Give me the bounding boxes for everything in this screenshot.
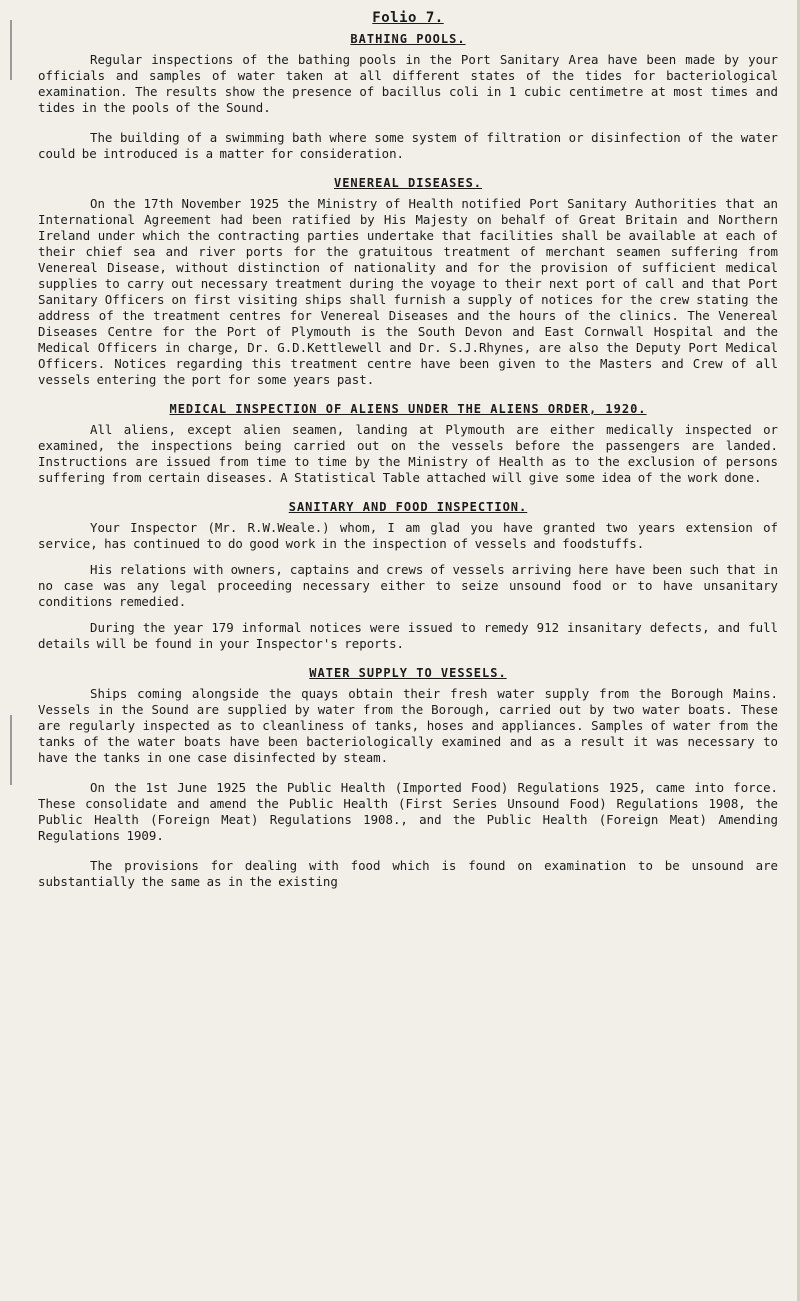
section-heading-sanitary-food: SANITARY AND FOOD INSPECTION. xyxy=(288,500,528,514)
paragraph-aliens-inspection-1: All aliens, except alien seamen, landing at Plymouth are either medically inspected or examined, the inspections being carried out on the vessels before the passengers are landed. Instructions are issued from time to time by the Ministry of Health as to the exclusion of persons suffering from certain diseases. A Statistical Table attached will give some idea of the work done. xyxy=(38,422,778,485)
margin-mark-middle xyxy=(10,715,12,785)
folio-number: Folio 7. xyxy=(372,10,444,26)
paragraph-bathing-pools-2: The building of a swimming bath where some system of filtration or disinfection of the water could be introduced is a matter for consideration. xyxy=(38,130,778,161)
paragraph-sanitary-food-2: His relations with owners, captains and crews of vessels arriving here have been such that in no case was any legal proceeding necessary either to seize unsound food or to have unsanitary conditions remedied. xyxy=(38,562,778,609)
paragraph-venereal-diseases-1: On the 17th November 1925 the Ministry of Health notified Port Sanitary Authorities that an International Agreement had been ratified by His Majesty on behalf of Great Britain and Northern Ireland under which the contracting parties undertake that facilities shall be available at each of their chief sea and river ports for the gratuitous treatment of merchant seamen suffering from Venereal Disease, without distinction of nationality and for the provision of sufficient medical supplies to carry out necessary treatment during the voyage to their next port of call and that Port Sanitary Officers on first visiting ships shall furnish a supply of notices for the crew stating the address of the treatment centres for Venereal Diseases and the hours of the clinics. The Venereal Diseases Centre for the Port of Plymouth is the South Devon and East Cornwall Hospital and the Medical Officers in charge, Dr. G.D.Kettlewell and Dr. S.J.Rhynes, are also the Deputy Port Medical Officers. Notices regarding this treatment centre have been given to the Masters and Crew of all vessels entering the port for some years past. xyxy=(38,196,778,387)
section-heading-venereal-diseases: VENEREAL DISEASES. xyxy=(333,176,483,190)
margin-mark-top xyxy=(10,20,12,80)
paragraph-water-supply-1: Ships coming alongside the quays obtain their fresh water supply from the Borough Mains. Vessels in the Sound are supplied by water from the Borough, carried out by two water boats. These are regularly inspected as to cleanliness of tanks, hoses and appliances. Samples of water from the tanks of the water boats have been bacteriologically examined and as a result it was necessary to have the tanks in one case disinfected by steam. xyxy=(38,686,778,765)
section-heading-bathing-pools: BATHING POOLS. xyxy=(350,32,466,46)
paragraph-bathing-pools-1: Regular inspections of the bathing pools in the Port Sanitary Area have been made by your officials and samples of water taken at all different states of the tides for bacteriological examination. The results show the presence of bacillus coli in 1 cubic centimetre at most times and tides in the pools of the Sound. xyxy=(38,52,778,115)
paragraph-water-supply-3: The provisions for dealing with food which is found on examination to be unsound are substantially the same as in the existing xyxy=(38,858,778,889)
paragraph-sanitary-food-3: During the year 179 informal notices were issued to remedy 912 insanitary defects, and full details will be found in your Inspector's reports. xyxy=(38,620,778,651)
section-heading-aliens-inspection: MEDICAL INSPECTION OF ALIENS UNDER THE ALIENS ORDER, 1920. xyxy=(169,402,647,416)
section-heading-water-supply: WATER SUPPLY TO VESSELS. xyxy=(309,666,507,680)
paragraph-water-supply-2: On the 1st June 1925 the Public Health (Imported Food) Regulations 1925, came into force. These consolidate and amend the Public Health (First Series Unsound Food) Regulations 1908, the Public Health (Foreign Meat) Regulations 1908., and the Public Health (Foreign Meat) Amending Regulations 1909. xyxy=(38,780,778,843)
paragraph-sanitary-food-1: Your Inspector (Mr. R.W.Weale.) whom, I am glad you have granted two years extension of service, has continued to do good work in the inspection of vessels and foodstuffs. xyxy=(38,520,778,551)
